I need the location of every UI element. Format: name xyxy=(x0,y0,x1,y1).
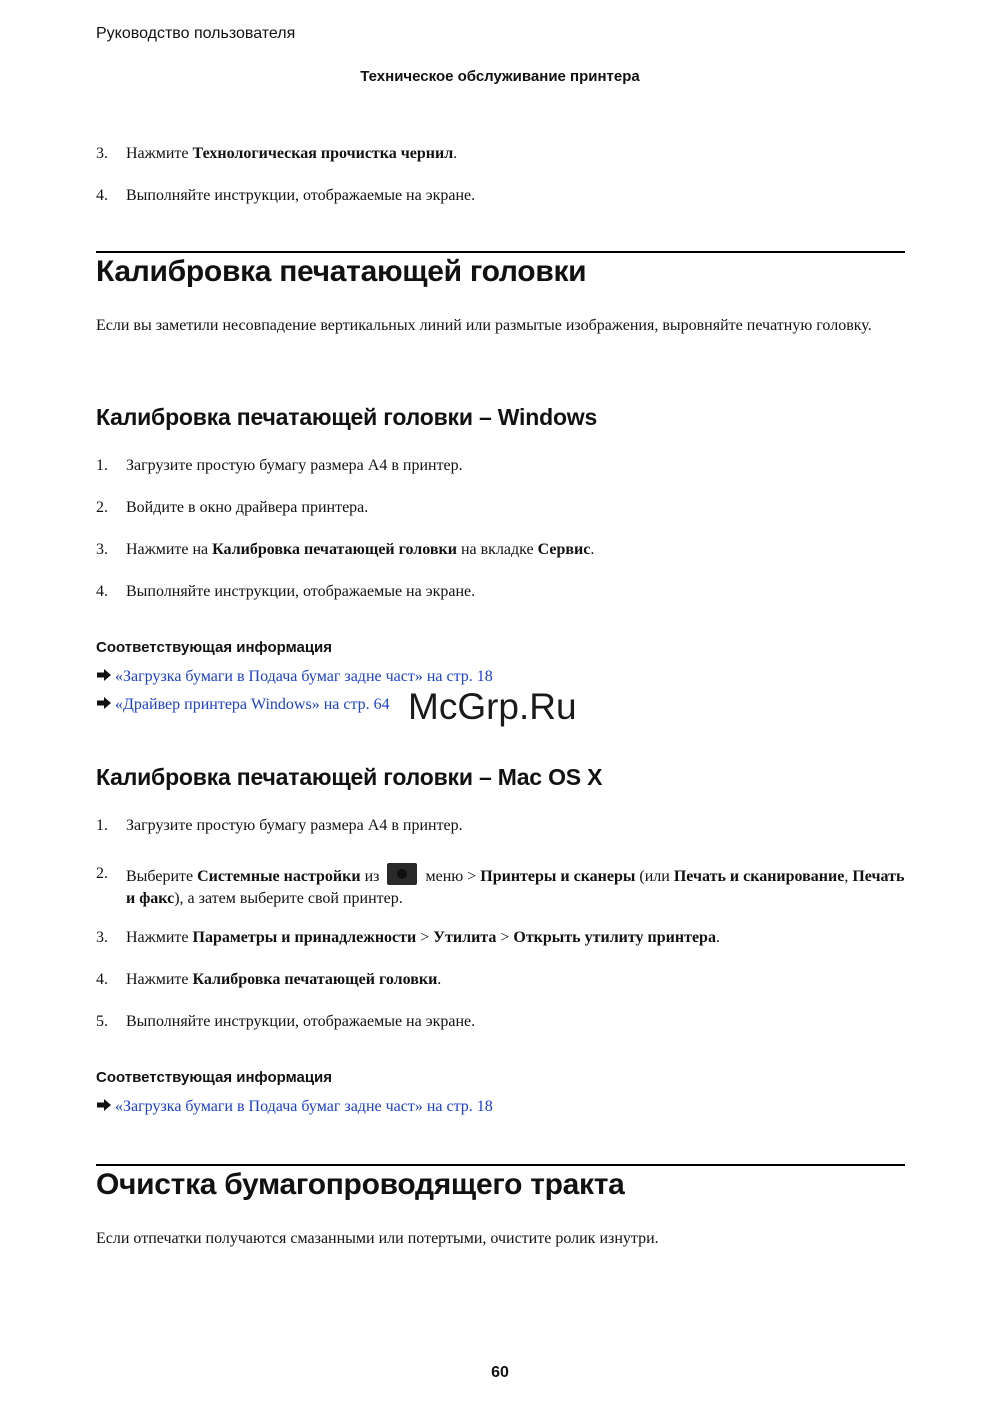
section-divider xyxy=(96,251,905,253)
section-intro: Если отпечатки получаются смазанными или потертыми, очистите ролик изнутри. xyxy=(96,1230,659,1247)
apple-menu-icon xyxy=(387,863,417,885)
list-item: 4. Выполняйте инструкции, отображаемые на экране. xyxy=(96,583,476,600)
list-item: 3. Нажмите Параметры и принадлежности > Утилита > Открыть утилиту принтера. xyxy=(96,929,720,946)
list-item: 3. Нажмите на Калибровка печатающей головки на вкладке Сервис. xyxy=(96,541,595,558)
page-number: 60 xyxy=(491,1364,509,1381)
section-header: Техническое обслуживание принтера xyxy=(360,68,640,85)
list-item: 2. Войдите в окно драйвера принтера. xyxy=(96,499,369,516)
related-link[interactable]: «Загрузка бумаги в Подача бумаг задне част» на стр. 18 xyxy=(96,666,493,688)
list-item: 4. Нажмите Калибровка печатающей головки. xyxy=(96,971,442,988)
related-info-heading: Соответствующая информация xyxy=(96,639,333,656)
arrow-right-icon xyxy=(96,696,112,710)
list-item: 3. Нажмите Технологическая прочистка чернил. xyxy=(96,145,458,162)
section-intro: Если вы заметили несовпадение вертикальных линий или размытые изображения, выровняйте печатную головку. xyxy=(96,317,872,334)
arrow-right-icon xyxy=(96,668,112,682)
subsection-heading-mac: Калибровка печатающей головки – Mac OS X xyxy=(96,764,603,790)
list-item: 1. Загрузите простую бумагу размера A4 в принтер. xyxy=(96,817,463,834)
list-item: 1. Загрузите простую бумагу размера A4 в принтер. xyxy=(96,457,463,474)
section-heading: Калибровка печатающей головки xyxy=(96,255,587,288)
list-item: 2. Выберите Системные настройки из меню > Принтеры и сканеры (или Печать и сканирование, Печать и факс), а затем выберите свой принтер. xyxy=(96,865,905,907)
watermark: McGrp.Ru xyxy=(408,686,577,727)
related-link[interactable]: «Загрузка бумаги в Подача бумаг задне част» на стр. 18 xyxy=(96,1096,493,1118)
arrow-right-icon xyxy=(96,1098,112,1112)
document-title: Руководство пользователя xyxy=(96,25,296,42)
section-divider xyxy=(96,1164,905,1166)
related-link[interactable]: «Драйвер принтера Windows» на стр. 64 xyxy=(96,694,390,716)
subsection-heading-windows: Калибровка печатающей головки – Windows xyxy=(96,404,598,430)
list-item: 5. Выполняйте инструкции, отображаемые на экране. xyxy=(96,1013,476,1030)
related-info-heading: Соответствующая информация xyxy=(96,1069,333,1086)
list-item: 4. Выполняйте инструкции, отображаемые на экране. xyxy=(96,187,476,204)
section-heading: Очистка бумагопроводящего тракта xyxy=(96,1168,625,1201)
